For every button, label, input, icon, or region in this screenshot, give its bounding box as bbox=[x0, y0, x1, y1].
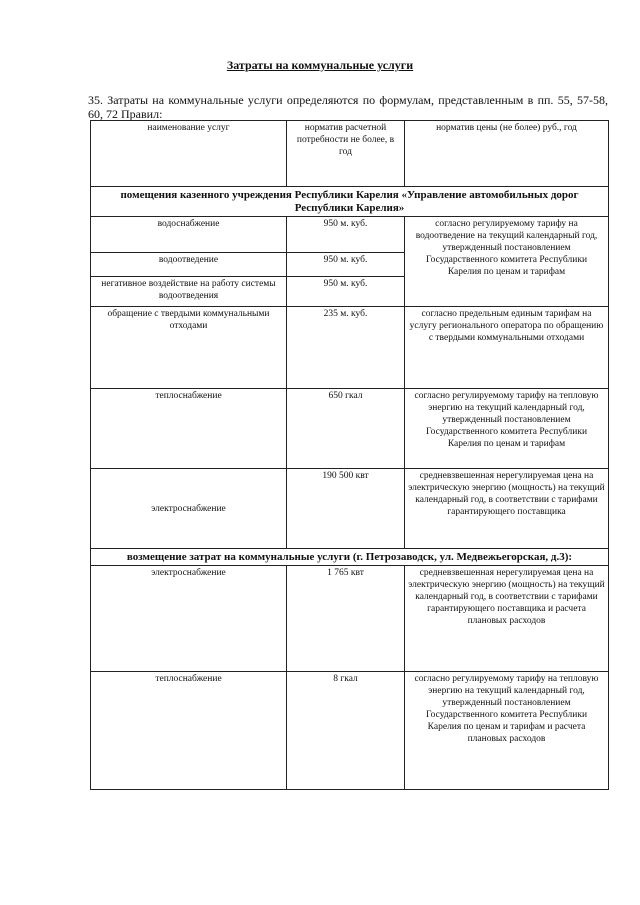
table-row bbox=[91, 566, 609, 672]
consumption-norm: 8 гкал bbox=[287, 672, 405, 790]
header-consumption-norm: норматив расчетной потребности не более, в год bbox=[287, 121, 405, 187]
price-norm-water: согласно регулируемому тарифу на водоотведение на текущий календарный год, утвержденный постановлением Государственного комитета Республики Карелия по ценам и тарифам bbox=[405, 217, 609, 307]
table-row bbox=[91, 217, 609, 253]
header-price-norm: норматив цены (не более) руб., год bbox=[405, 121, 609, 187]
section-title-agency-premises: помещения казенного учреждения Республики Карелия «Управление автомобильных дорог Республики Карелия» bbox=[91, 187, 609, 217]
consumption-norm: 950 м. куб. bbox=[287, 277, 405, 307]
service-name: негативное воздействие на работу системы водоотведения bbox=[91, 277, 287, 307]
consumption-norm: 950 м. куб. bbox=[287, 253, 405, 277]
table-row bbox=[91, 672, 609, 790]
consumption-norm: 950 м. куб. bbox=[287, 217, 405, 253]
table-row bbox=[91, 469, 609, 549]
table-row bbox=[91, 389, 609, 469]
consumption-norm: 190 500 квт bbox=[287, 469, 405, 549]
service-name: теплоснабжение bbox=[91, 389, 287, 469]
intro-paragraph: 35. Затраты на коммунальные услуги определяются по формулам, представленным в пп. 55, 57-58, 60, 72 Правил: bbox=[88, 93, 608, 121]
service-name: обращение с твердыми коммунальными отходами bbox=[91, 307, 287, 389]
price-norm: согласно регулируемому тарифу на тепловую энергию на текущий календарный год, утвержденный постановлением Государственного комитета Республики Карелия по ценам и тарифам и расчета плановых расходов bbox=[405, 672, 609, 790]
price-norm: средневзвешенная нерегулируемая цена на электрическую энергию (мощность) на текущий календарный год, в соответствии с тарифами гарантирующего поставщика bbox=[405, 469, 609, 549]
service-name: электроснабжение bbox=[91, 566, 287, 672]
price-norm: средневзвешенная нерегулируемая цена на электрическую энергию (мощность) на текущий календарный год, в соответствии с тарифами гарантирующего поставщика и расчета плановых расходов bbox=[405, 566, 609, 672]
consumption-norm: 235 м. куб. bbox=[287, 307, 405, 389]
service-name: теплоснабжение bbox=[91, 672, 287, 790]
utility-costs-table bbox=[90, 120, 609, 790]
header-service-name: наименование услуг bbox=[91, 121, 287, 187]
consumption-norm: 650 гкал bbox=[287, 389, 405, 469]
price-norm: согласно регулируемому тарифу на тепловую энергию на текущий календарный год, утвержденный постановлением Государственного комитета Республики Карелия по ценам и тарифам bbox=[405, 389, 609, 469]
table-header-row bbox=[91, 121, 609, 187]
table-row bbox=[91, 307, 609, 389]
section-row-reimbursement bbox=[91, 549, 609, 566]
section-row-agency-premises bbox=[91, 187, 609, 217]
page-title: Затраты на коммунальные услуги bbox=[226, 58, 414, 72]
price-norm: согласно предельным единым тарифам на услугу регионального оператора по обращению с твердыми коммунальными отходами bbox=[405, 307, 609, 389]
section-title-reimbursement: возмещение затрат на коммунальные услуги (г. Петрозаводск, ул. Медвежьегорская, д.3): bbox=[91, 549, 609, 566]
consumption-norm: 1 765 квт bbox=[287, 566, 405, 672]
service-name: электроснабжение bbox=[91, 469, 287, 549]
service-name: водоотведение bbox=[91, 253, 287, 277]
service-name: водоснабжение bbox=[91, 217, 287, 253]
